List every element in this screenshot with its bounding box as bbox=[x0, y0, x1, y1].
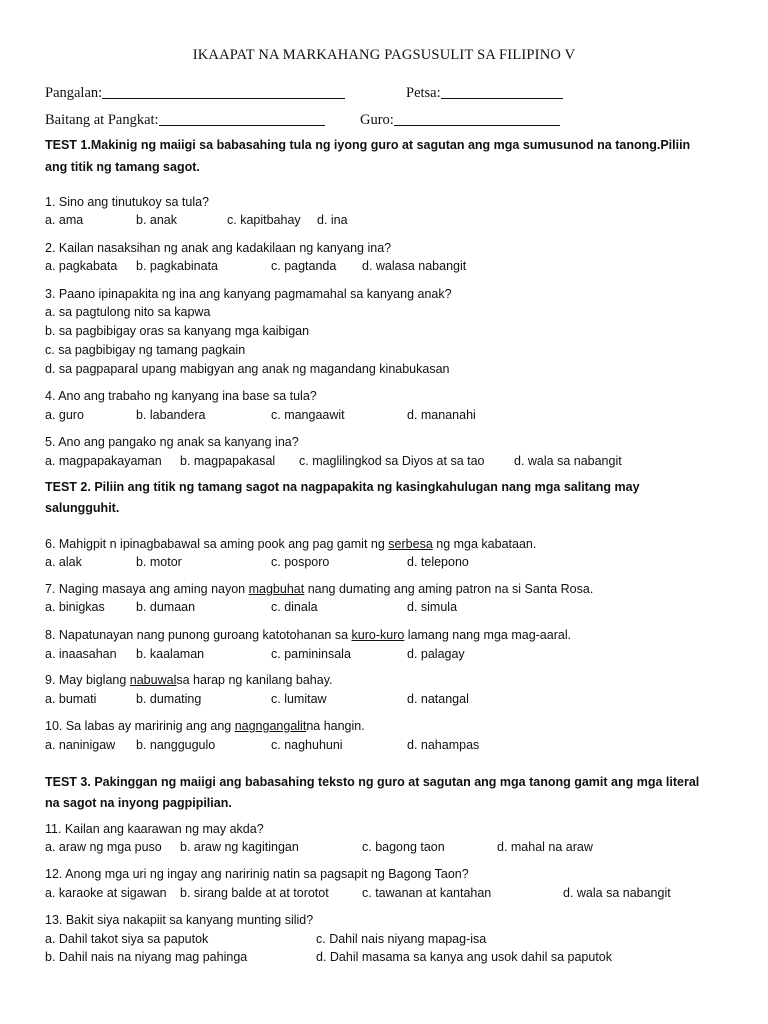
test3-instruction-line1: TEST 3. Pakinggan ng maiigi ang babasahing teksto ng guro at sagutan ang mga tanong gamit ang mga literal bbox=[45, 775, 700, 789]
question-8: 8. Napatunayan nang punong guroang katotohanan sa kuro-kuro lamang nang mga mag-aaral. bbox=[45, 628, 572, 642]
page-title: IKAAPAT NA MARKAHANG PAGSUSULIT SA FILIPINO V bbox=[192, 47, 576, 63]
question-10: 10. Sa labas ay maririnig ang ang nagngangalitna hangin. bbox=[45, 719, 365, 733]
q11-option-a[interactable]: a. araw ng mga puso bbox=[45, 840, 162, 854]
underlined-word: serbesa bbox=[388, 537, 433, 551]
q12-option-c[interactable]: c. tawanan at kantahan bbox=[362, 886, 492, 900]
q13-option-b[interactable]: b. Dahil nais na niyang mag pahinga bbox=[45, 950, 248, 964]
test1-instruction-line1: TEST 1.Makinig ng maiigi sa babasahing tula ng iyong guro at sagutan ang mga sumusunod na tanong.Piliin bbox=[45, 138, 691, 152]
q6-option-b[interactable]: b. motor bbox=[136, 555, 182, 569]
q4-option-d[interactable]: d. mananahi bbox=[407, 408, 476, 422]
test2-instruction-line2: salungguhit. bbox=[45, 501, 120, 515]
q5-option-b[interactable]: b. magpapakasal bbox=[180, 454, 276, 468]
q8-option-a[interactable]: a. inaasahan bbox=[45, 647, 117, 661]
question-11: 11. Kailan ang kaarawan ng may akda? bbox=[45, 822, 264, 836]
question-3: 3. Paano ipinapakita ng ina ang kanyang pagmamahal sa kanyang anak? bbox=[45, 287, 452, 301]
question-6: 6. Mahigpit n ipinagbabawal sa aming pook ang pag gamit ng serbesa ng mga kabataan. bbox=[45, 537, 537, 551]
question-1: 1. Sino ang tinutukoy sa tula? bbox=[45, 195, 210, 209]
q1-option-d[interactable]: d. ina bbox=[317, 213, 348, 227]
name-field[interactable] bbox=[45, 84, 345, 102]
name-blank[interactable] bbox=[102, 84, 345, 99]
question-13: 13. Bakit siya nakapiit sa kanyang munting silid? bbox=[45, 913, 314, 927]
q3-option-c[interactable]: c. sa pagbibigay ng tamang pagkain bbox=[45, 343, 246, 357]
teacher-label: Guro: bbox=[360, 112, 394, 128]
q2-option-a[interactable]: a. pagkabata bbox=[45, 259, 118, 273]
q13-option-c[interactable]: c. Dahil nais niyang mapag-isa bbox=[316, 932, 487, 946]
q3-option-b[interactable]: b. sa pagbibigay oras sa kanyang mga kaibigan bbox=[45, 324, 310, 338]
q4-option-c[interactable]: c. mangaawit bbox=[271, 408, 345, 422]
q9-option-d[interactable]: d. natangal bbox=[407, 692, 469, 706]
q13-option-d[interactable]: d. Dahil masama sa kanya ang usok dahil sa paputok bbox=[316, 950, 613, 964]
q1-option-c[interactable]: c. kapitbahay bbox=[227, 213, 301, 227]
q4-option-b[interactable]: b. labandera bbox=[136, 408, 206, 422]
question-2: 2. Kailan nasaksihan ng anak ang kadakilaan ng kanyang ina? bbox=[45, 241, 392, 255]
q11-option-d[interactable]: d. mahal na araw bbox=[497, 840, 593, 854]
question-4: 4. Ano ang trabaho ng kanyang ina base sa tula? bbox=[45, 389, 317, 403]
q3-option-d[interactable]: d. sa pagpaparal upang mabigyan ang anak ng magandang kinabukasan bbox=[45, 362, 450, 376]
section-label: Baitang at Pangkat: bbox=[45, 112, 159, 128]
q6-option-a[interactable]: a. alak bbox=[45, 555, 82, 569]
question-9: 9. May biglang nabuwalsa harap ng kanilang bahay. bbox=[45, 673, 333, 687]
q5-option-a[interactable]: a. magpapakayaman bbox=[45, 454, 162, 468]
q9-option-a[interactable]: a. bumati bbox=[45, 692, 97, 706]
name-label: Pangalan: bbox=[45, 85, 103, 101]
q2-option-d[interactable]: d. walasa nabangit bbox=[362, 259, 467, 273]
q12-option-d[interactable]: d. wala sa nabangit bbox=[563, 886, 671, 900]
q5-option-d[interactable]: d. wala sa nabangit bbox=[514, 454, 622, 468]
question-5: 5. Ano ang pangako ng anak sa kanyang ina? bbox=[45, 435, 299, 449]
q7-option-b[interactable]: b. dumaan bbox=[136, 600, 196, 614]
question-12: 12. Anong mga uri ng ingay ang naririnig natin sa pagsapit ng Bagong Taon? bbox=[45, 867, 469, 881]
q6-option-d[interactable]: d. telepono bbox=[407, 555, 469, 569]
test1-instruction-line2: ang titik ng tamang sagot. bbox=[45, 160, 200, 174]
date-field[interactable] bbox=[406, 84, 563, 102]
test2-instruction-line1: TEST 2. Piliin ang titik ng tamang sagot na nagpapakita ng kasingkahulugan nang mga salitang may bbox=[45, 480, 640, 494]
q5-option-c[interactable]: c. maglilingkod sa Diyos at sa tao bbox=[299, 454, 485, 468]
q10-option-c[interactable]: c. naghuhuni bbox=[271, 738, 343, 752]
q4-option-a[interactable]: a. guro bbox=[45, 408, 84, 422]
question-7: 7. Naging masaya ang aming nayon magbuhat nang dumating ang aming patron na si Santa Rosa. bbox=[45, 582, 594, 596]
q9-option-b[interactable]: b. dumating bbox=[136, 692, 202, 706]
q10-option-d[interactable]: d. nahampas bbox=[407, 738, 480, 752]
q10-option-a[interactable]: a. naninigaw bbox=[45, 738, 116, 752]
section-blank[interactable] bbox=[159, 111, 325, 126]
q11-option-c[interactable]: c. bagong taon bbox=[362, 840, 445, 854]
q8-option-d[interactable]: d. palagay bbox=[407, 647, 465, 661]
q8-option-c[interactable]: c. pamininsala bbox=[271, 647, 351, 661]
q12-option-b[interactable]: b. sirang balde at at torotot bbox=[180, 886, 329, 900]
q2-option-c[interactable]: c. pagtanda bbox=[271, 259, 337, 273]
underlined-word: nabuwal bbox=[129, 673, 177, 687]
q1-option-a[interactable]: a. ama bbox=[45, 213, 84, 227]
q7-option-a[interactable]: a. binigkas bbox=[45, 600, 105, 614]
q3-option-a[interactable]: a. sa pagtulong nito sa kapwa bbox=[45, 305, 211, 319]
q10-option-b[interactable]: b. nanggugulo bbox=[136, 738, 216, 752]
section-field[interactable] bbox=[45, 111, 325, 129]
underlined-word: nagngangalit bbox=[234, 719, 307, 733]
q9-option-c[interactable]: c. lumitaw bbox=[271, 692, 327, 706]
test3-instruction-line2: na sagot na inyong pagpipilian. bbox=[45, 796, 232, 810]
q11-option-b[interactable]: b. araw ng kagitingan bbox=[180, 840, 299, 854]
q7-option-c[interactable]: c. dinala bbox=[271, 600, 318, 614]
underlined-word: magbuhat bbox=[248, 582, 305, 596]
q13-option-a[interactable]: a. Dahil takot siya sa paputok bbox=[45, 932, 209, 946]
date-label: Petsa: bbox=[406, 85, 441, 101]
q12-option-a[interactable]: a. karaoke at sigawan bbox=[45, 886, 167, 900]
underlined-word: kuro-kuro bbox=[351, 628, 405, 642]
q6-option-c[interactable]: c. posporo bbox=[271, 555, 330, 569]
q2-option-b[interactable]: b. pagkabinata bbox=[136, 259, 219, 273]
teacher-field[interactable] bbox=[360, 111, 560, 129]
q8-option-b[interactable]: b. kaalaman bbox=[136, 647, 205, 661]
q7-option-d[interactable]: d. simula bbox=[407, 600, 458, 614]
teacher-blank[interactable] bbox=[394, 111, 560, 126]
date-blank[interactable] bbox=[441, 84, 563, 99]
q1-option-b[interactable]: b. anak bbox=[136, 213, 178, 227]
